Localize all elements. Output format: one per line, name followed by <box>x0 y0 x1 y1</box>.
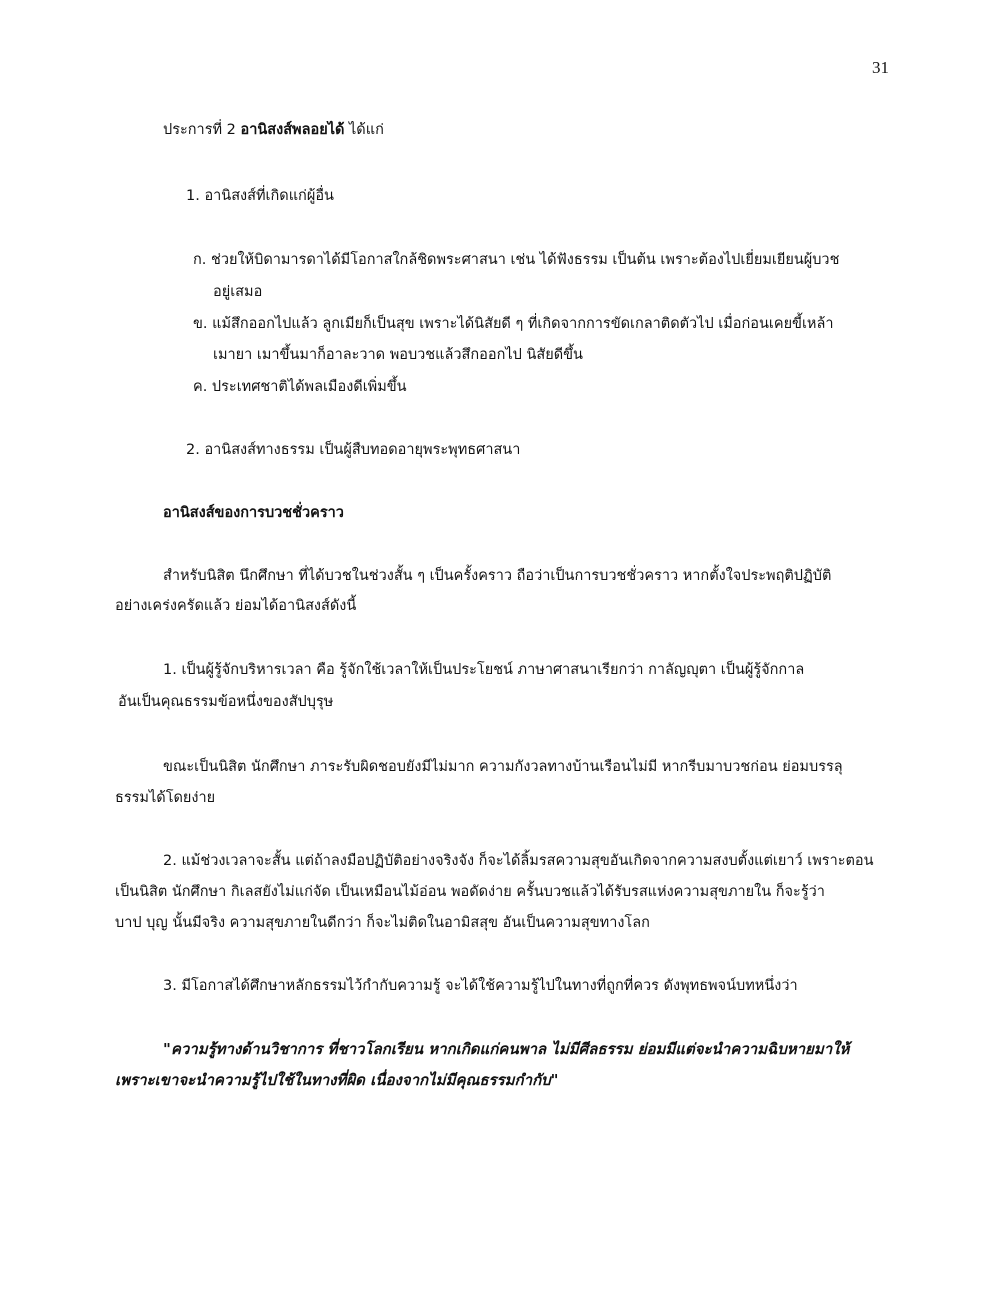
point1-line1: 1. เป็นผู้รู้จักบริหารเวลา คือ รู้จักใช้เวลาให้เป็นประโยชน์ ภาษาศาสนาเรียกว่า กาลัญญุตา เป็นผู้รู้จักกาล <box>163 662 805 678</box>
item-b-line1: ข. แม้สึกออกไปแล้ว ลูกเมียก็เป็นสุข เพราะได้นิสัยดี ๆ ที่เกิดจากการขัดเกลาติดตัวไป เมื่อก่อนเคยขี้เหล้า <box>193 316 834 332</box>
dhamma-benefit: 2. อานิสงส์ทางธรรม เป็นผู้สืบทอดอายุพระพุทธศาสนา <box>186 442 521 458</box>
item-b-line2: เมายา เมาขึ้นมาก็อาละวาด พอบวชแล้วสึกออกไป นิสัยดีขึ้น <box>213 347 583 363</box>
point1b-line1: ขณะเป็นนิสิต นักศึกษา ภาระรับผิดชอบยังมีไม่มาก ความกังวลทางบ้านเรือนไม่มี หากรีบมาบวชก่อน ย่อมบรรลุ <box>163 759 843 775</box>
item-a-line2: อยู่เสมอ <box>213 284 263 300</box>
temp-ordination-heading: อานิสงส์ของการบวชชั่วคราว <box>163 505 344 521</box>
section2-suffix: ได้แก่ <box>349 122 384 138</box>
point2-line2: เป็นนิสิต นักศึกษา กิเลสยังไม่แก่จัด เป็นเหมือนไม้อ่อน พอดัดง่าย ครั้นบวชแล้วได้รับรสแห่งความสุขภายใน ก็จะรู้ว่า <box>115 884 825 900</box>
point1b-line2: ธรรมได้โดยง่าย <box>115 790 216 806</box>
intro-line1: สำหรับนิสิต นึกศึกษา ที่ได้บวชในช่วงสั้น ๆ เป็นครั้งคราว ถือว่าเป็นการบวชชั่วคราว หากตั้งใจประพฤติปฏิบัติ <box>163 568 832 584</box>
point2-line1: 2. แม้ช่วงเวลาจะสั้น แต่ถ้าลงมือปฏิบัติอย่างจริงจัง ก็จะได้ลิ้มรสความสุขอันเกิดจากความสงบตั้งแต่เยาว์ เพราะตอน <box>163 853 874 869</box>
quote-line1: "ความรู้ทางด้านวิชาการ ที่ชาวโลกเรียน หากเกิดแก่คนพาล ไม่มีศีลธรรม ย่อมมีแต่จะนำความฉิบหายมาให้ <box>163 1040 850 1058</box>
point2-line3: บาป บุญ นั้นมีจริง ความสุขภายในดีกว่า ก็จะไม่ติดในอามิสสุข อันเป็นความสุขทางโลก <box>115 915 650 931</box>
section2-title: อานิสงส์พลอยได้ <box>240 122 345 138</box>
quote-line2: เพราะเขาจะนำความรู้ไปใช้ในทางที่ผิด เนื่องจากไม่มีคุณธรรมกำกับ" <box>115 1071 559 1089</box>
item-c: ค. ประเทศชาติได้พลเมืองดีเพิ่มขึ้น <box>193 379 407 395</box>
intro-line2: อย่างเคร่งครัดแล้ว ย่อมได้อานิสงส์ดังนี้ <box>115 598 357 614</box>
section2-heading <box>163 120 384 140</box>
section2-prefix: ประการที่ 2 <box>163 122 241 138</box>
point1-line2: อันเป็นคุณธรรมข้อหนึ่งของสัปบุรุษ <box>118 694 334 710</box>
point3: 3. มีโอกาสได้ศึกษาหลักธรรมไว้กำกับความรู้ จะได้ใช้ความรู้ไปในทางที่ถูกที่ควร ดังพุทธพจน์บทหนึ่งว่า <box>163 978 798 994</box>
item-a-line1: ก. ช่วยให้บิดามารดาได้มีโอกาสใกล้ชิดพระศาสนา เช่น ได้ฟังธรรม เป็นต้น เพราะต้องไปเยี่ยมเยียนผู้บวช <box>193 252 840 268</box>
page-number: 31 <box>872 58 889 77</box>
others-benefit-heading: 1. อานิสงส์ที่เกิดแก่ผู้อื่น <box>186 188 334 204</box>
